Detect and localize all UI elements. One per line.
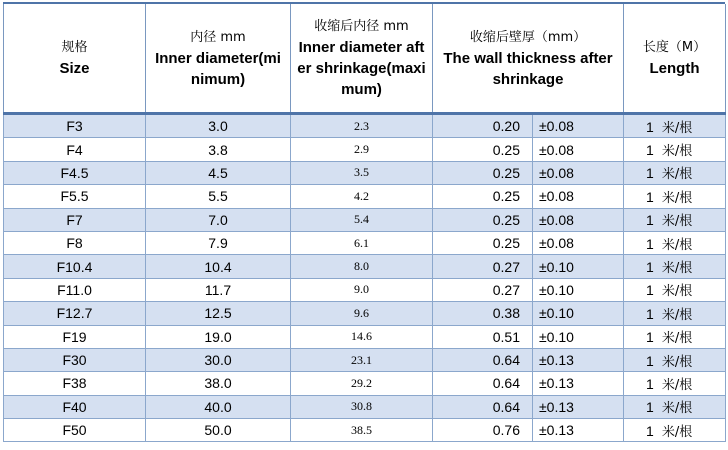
cell-tolerance: ±0.13 bbox=[533, 419, 624, 442]
header-after bbox=[291, 4, 433, 114]
header-after-cn: 收缩后内径 mm bbox=[314, 19, 409, 34]
table-row bbox=[4, 372, 726, 395]
header-size-en: Size bbox=[59, 60, 90, 77]
cell-after: 23.1 bbox=[291, 348, 433, 371]
cell-tolerance: ±0.10 bbox=[533, 325, 624, 348]
cell-after: 5.4 bbox=[291, 208, 433, 231]
cell-size: F12.7 bbox=[4, 302, 146, 325]
length-unit: 米/根 bbox=[661, 331, 693, 347]
length-value: 1 bbox=[646, 165, 654, 182]
cell-size: F11.0 bbox=[4, 278, 146, 301]
cell-length bbox=[624, 419, 726, 442]
cell-wall: 0.20 bbox=[433, 114, 533, 138]
cell-size: F19 bbox=[4, 325, 146, 348]
cell-tolerance: ±0.08 bbox=[533, 161, 624, 184]
header-size-cn: 规格 bbox=[61, 40, 88, 55]
table-row bbox=[4, 255, 726, 278]
length-unit: 米/根 bbox=[661, 377, 693, 393]
cell-length bbox=[624, 302, 726, 325]
cell-wall: 0.25 bbox=[433, 185, 533, 208]
length-unit: 米/根 bbox=[661, 214, 693, 230]
cell-length bbox=[624, 348, 726, 371]
cell-wall: 0.25 bbox=[433, 231, 533, 254]
cell-wall: 0.25 bbox=[433, 161, 533, 184]
length-unit: 米/根 bbox=[661, 354, 693, 370]
cell-inner: 7.9 bbox=[146, 231, 291, 254]
header-size bbox=[4, 4, 146, 114]
cell-inner: 38.0 bbox=[146, 372, 291, 395]
table-row bbox=[4, 278, 726, 301]
table-row bbox=[4, 114, 726, 138]
length-value: 1 bbox=[646, 142, 654, 159]
spec-table-container bbox=[3, 4, 725, 442]
cell-after: 6.1 bbox=[291, 231, 433, 254]
length-value: 1 bbox=[646, 118, 654, 135]
length-unit: 米/根 bbox=[661, 261, 693, 277]
cell-length bbox=[624, 185, 726, 208]
cell-wall: 0.51 bbox=[433, 325, 533, 348]
length-value: 1 bbox=[646, 188, 654, 205]
table-row bbox=[4, 348, 726, 371]
header-length bbox=[624, 4, 726, 114]
length-value: 1 bbox=[646, 305, 654, 322]
cell-after: 8.0 bbox=[291, 255, 433, 278]
header-wall bbox=[433, 4, 624, 114]
table-row bbox=[4, 138, 726, 161]
cell-length bbox=[624, 114, 726, 138]
cell-wall: 0.64 bbox=[433, 372, 533, 395]
cell-tolerance: ±0.13 bbox=[533, 395, 624, 418]
cell-tolerance: ±0.08 bbox=[533, 138, 624, 161]
cell-after: 38.5 bbox=[291, 419, 433, 442]
length-unit: 米/根 bbox=[661, 167, 693, 183]
cell-length bbox=[624, 208, 726, 231]
cell-inner: 30.0 bbox=[146, 348, 291, 371]
cell-length bbox=[624, 138, 726, 161]
cell-length bbox=[624, 161, 726, 184]
cell-length bbox=[624, 395, 726, 418]
cell-size: F50 bbox=[4, 419, 146, 442]
cell-inner: 3.8 bbox=[146, 138, 291, 161]
header-wall-en: The wall thickness after shrinkage bbox=[443, 49, 613, 88]
length-unit: 米/根 bbox=[661, 190, 693, 206]
cell-inner: 10.4 bbox=[146, 255, 291, 278]
table-row bbox=[4, 185, 726, 208]
cell-inner: 12.5 bbox=[146, 302, 291, 325]
cell-tolerance: ±0.13 bbox=[533, 348, 624, 371]
cell-wall: 0.64 bbox=[433, 348, 533, 371]
cell-size: F8 bbox=[4, 231, 146, 254]
cell-after: 29.2 bbox=[291, 372, 433, 395]
cell-wall: 0.64 bbox=[433, 395, 533, 418]
cell-size: F5.5 bbox=[4, 185, 146, 208]
cell-length bbox=[624, 325, 726, 348]
table-row bbox=[4, 231, 726, 254]
cell-tolerance: ±0.10 bbox=[533, 255, 624, 278]
header-inner bbox=[146, 4, 291, 114]
length-unit: 米/根 bbox=[661, 120, 693, 136]
cell-inner: 7.0 bbox=[146, 208, 291, 231]
table-row bbox=[4, 161, 726, 184]
cell-inner: 5.5 bbox=[146, 185, 291, 208]
cell-after: 3.5 bbox=[291, 161, 433, 184]
length-unit: 米/根 bbox=[661, 237, 693, 253]
header-wall-cn: 收缩后壁厚（mm） bbox=[469, 29, 587, 45]
table-row bbox=[4, 419, 726, 442]
length-unit: 米/根 bbox=[661, 284, 693, 300]
cell-size: F3 bbox=[4, 114, 146, 138]
cell-size: F7 bbox=[4, 208, 146, 231]
cell-tolerance: ±0.08 bbox=[533, 185, 624, 208]
table-row bbox=[4, 325, 726, 348]
cell-inner: 50.0 bbox=[146, 419, 291, 442]
cell-inner: 4.5 bbox=[146, 161, 291, 184]
length-value: 1 bbox=[646, 375, 654, 392]
spec-table bbox=[3, 4, 726, 442]
cell-after: 14.6 bbox=[291, 325, 433, 348]
cell-wall: 0.27 bbox=[433, 255, 533, 278]
cell-tolerance: ±0.10 bbox=[533, 278, 624, 301]
cell-after: 9.0 bbox=[291, 278, 433, 301]
header-length-cn: 长度（M） bbox=[642, 40, 707, 55]
cell-wall: 0.25 bbox=[433, 138, 533, 161]
length-value: 1 bbox=[646, 212, 654, 229]
cell-tolerance: ±0.13 bbox=[533, 372, 624, 395]
cell-size: F38 bbox=[4, 372, 146, 395]
cell-tolerance: ±0.08 bbox=[533, 114, 624, 138]
cell-tolerance: ±0.08 bbox=[533, 208, 624, 231]
length-value: 1 bbox=[646, 259, 654, 276]
cell-tolerance: ±0.08 bbox=[533, 231, 624, 254]
header-inner-cn: 内径 mm bbox=[190, 29, 246, 45]
length-value: 1 bbox=[646, 235, 654, 252]
cell-length bbox=[624, 231, 726, 254]
cell-length bbox=[624, 278, 726, 301]
cell-size: F4.5 bbox=[4, 161, 146, 184]
length-unit: 米/根 bbox=[661, 401, 693, 417]
cell-after: 2.9 bbox=[291, 138, 433, 161]
table-row bbox=[4, 302, 726, 325]
cell-size: F4 bbox=[4, 138, 146, 161]
length-unit: 米/根 bbox=[661, 424, 693, 440]
cell-wall: 0.76 bbox=[433, 419, 533, 442]
cell-inner: 40.0 bbox=[146, 395, 291, 418]
cell-after: 4.2 bbox=[291, 185, 433, 208]
cell-wall: 0.25 bbox=[433, 208, 533, 231]
header-after-en: Inner diameter after shrinkage(maximum) bbox=[297, 39, 426, 98]
header-inner-en: Inner diameter(minimum) bbox=[155, 49, 281, 88]
table-row bbox=[4, 395, 726, 418]
length-value: 1 bbox=[646, 399, 654, 416]
length-unit: 米/根 bbox=[661, 144, 693, 160]
header-row bbox=[4, 4, 726, 114]
cell-after: 9.6 bbox=[291, 302, 433, 325]
cell-length bbox=[624, 372, 726, 395]
cell-inner: 11.7 bbox=[146, 278, 291, 301]
cell-size: F10.4 bbox=[4, 255, 146, 278]
length-value: 1 bbox=[646, 422, 654, 439]
cell-after: 30.8 bbox=[291, 395, 433, 418]
cell-size: F40 bbox=[4, 395, 146, 418]
cell-wall: 0.38 bbox=[433, 302, 533, 325]
cell-length bbox=[624, 255, 726, 278]
length-value: 1 bbox=[646, 329, 654, 346]
length-unit: 米/根 bbox=[661, 307, 693, 323]
length-value: 1 bbox=[646, 282, 654, 299]
table-row bbox=[4, 208, 726, 231]
cell-inner: 3.0 bbox=[146, 114, 291, 138]
cell-size: F30 bbox=[4, 348, 146, 371]
cell-inner: 19.0 bbox=[146, 325, 291, 348]
cell-after: 2.3 bbox=[291, 114, 433, 138]
cell-wall: 0.27 bbox=[433, 278, 533, 301]
header-length-en: Length bbox=[649, 60, 700, 77]
length-value: 1 bbox=[646, 352, 654, 369]
cell-tolerance: ±0.10 bbox=[533, 302, 624, 325]
